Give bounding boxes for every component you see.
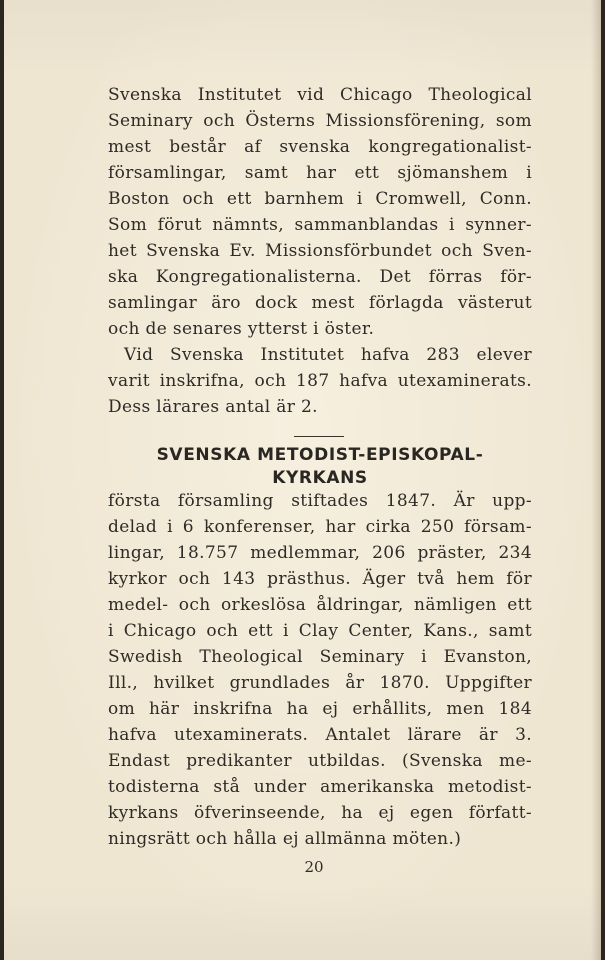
section-heading: SVENSKA METODIST-EPISKOPAL- (156, 445, 484, 465)
section-heading-continued: KYRKANS (272, 468, 368, 488)
text-line: ningsrätt och hålla ej allmänna möten.) (108, 829, 462, 849)
text-line: hafva utexaminerats. Antalet lärare är 3. (108, 725, 532, 745)
text-line: ska Kongregationalisterna. Det förras för- (108, 267, 532, 287)
paragraph-institute (108, 82, 532, 420)
text-line: Ill., hvilket grundlades år 1870. Uppgifter (108, 673, 532, 693)
text-line: Svenska Institutet vid Chicago Theological (108, 85, 532, 105)
text-line: i Chicago och ett i Clay Center, Kans., samt (108, 621, 532, 641)
text-line: Endast predikanter utbildas. (Svenska me- (108, 751, 532, 771)
text-line: lingar, 18.757 medlemmar, 206 präster, 234 (108, 543, 532, 563)
text-line: och de senares ytterst i öster. (108, 319, 375, 339)
text-line: första församling stiftades 1847. Är upp- (108, 491, 532, 511)
text-line: todisterna stå under amerikanska metodist- (108, 777, 532, 797)
text-line: om här inskrifna ha ej erhållits, men 184 (108, 699, 532, 719)
text-line: Vid Svenska Institutet hafva 283 elever (124, 345, 532, 365)
text-line: het Svenska Ev. Missionsförbundet och Sven- (108, 241, 532, 261)
text-line: Seminary och Österns Missionsförening, som (108, 111, 532, 131)
text-line: kyrkans öfverinseende, ha ej egen författ- (108, 803, 532, 823)
text-line: församlingar, samt har ett sjömanshem i (108, 163, 532, 183)
text-line: varit inskrifna, och 187 hafva utexaminerats. (108, 371, 532, 391)
text-line: kyrkor och 143 prästhus. Äger två hem för (108, 569, 532, 589)
text-line: mest består af svenska kongregationalist- (108, 137, 532, 157)
text-line: medel- och orkeslösa åldringar, nämligen ett (108, 595, 532, 615)
page-number: 20 (304, 858, 324, 876)
text-line: delad i 6 konferenser, har cirka 250 försam- (108, 517, 532, 537)
text-line: Dess lärares antal är 2. (108, 397, 318, 417)
paragraph-methodist (108, 488, 532, 852)
text-line: Boston och ett barnhem i Cromwell, Conn. (108, 189, 532, 209)
text-line: Swedish Theological Seminary i Evanston, (108, 647, 532, 667)
text-line: Som förut nämnts, sammanblandas i synner- (108, 215, 532, 235)
section-divider (294, 436, 344, 437)
text-line: samlingar äro dock mest förlagda västerut (108, 293, 532, 313)
book-page (4, 0, 601, 960)
